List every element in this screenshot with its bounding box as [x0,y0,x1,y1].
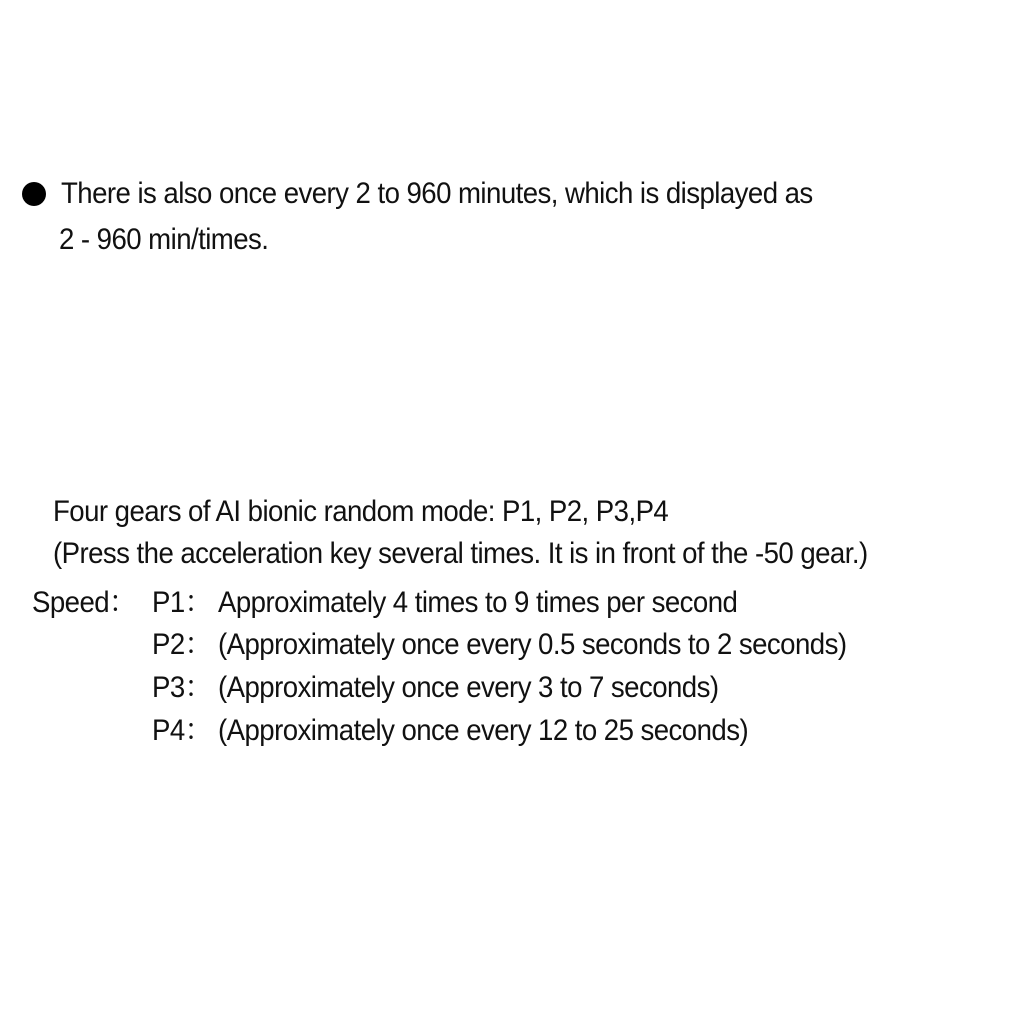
bullet-text-line-1: There is also once every 2 to 960 minutes, which is displayed as [61,177,813,210]
gear-label-p2: P2： [152,628,212,661]
mode-title: Four gears of AI bionic random mode: P1, P2, P3,P4 [53,495,669,528]
bullet-text-line-2: 2 - 960 min/times. [59,223,269,256]
gear-label-p3: P3： [152,671,212,704]
gear-description-p2: (Approximately once every 0.5 seconds to 2 seconds) [218,628,847,661]
speed-label: Speed： [32,586,137,619]
gear-description-p4: (Approximately once every 12 to 25 seconds) [218,714,749,747]
black-circle-bullet-icon [22,182,46,206]
mode-note: (Press the acceleration key several times. It is in front of the -50 gear.) [53,537,868,570]
gear-description-p1: Approximately 4 times to 9 times per second [218,586,738,619]
gear-description-p3: (Approximately once every 3 to 7 seconds) [218,671,719,704]
gear-label-p4: P4： [152,714,212,747]
gear-label-p1: P1： [152,586,212,619]
